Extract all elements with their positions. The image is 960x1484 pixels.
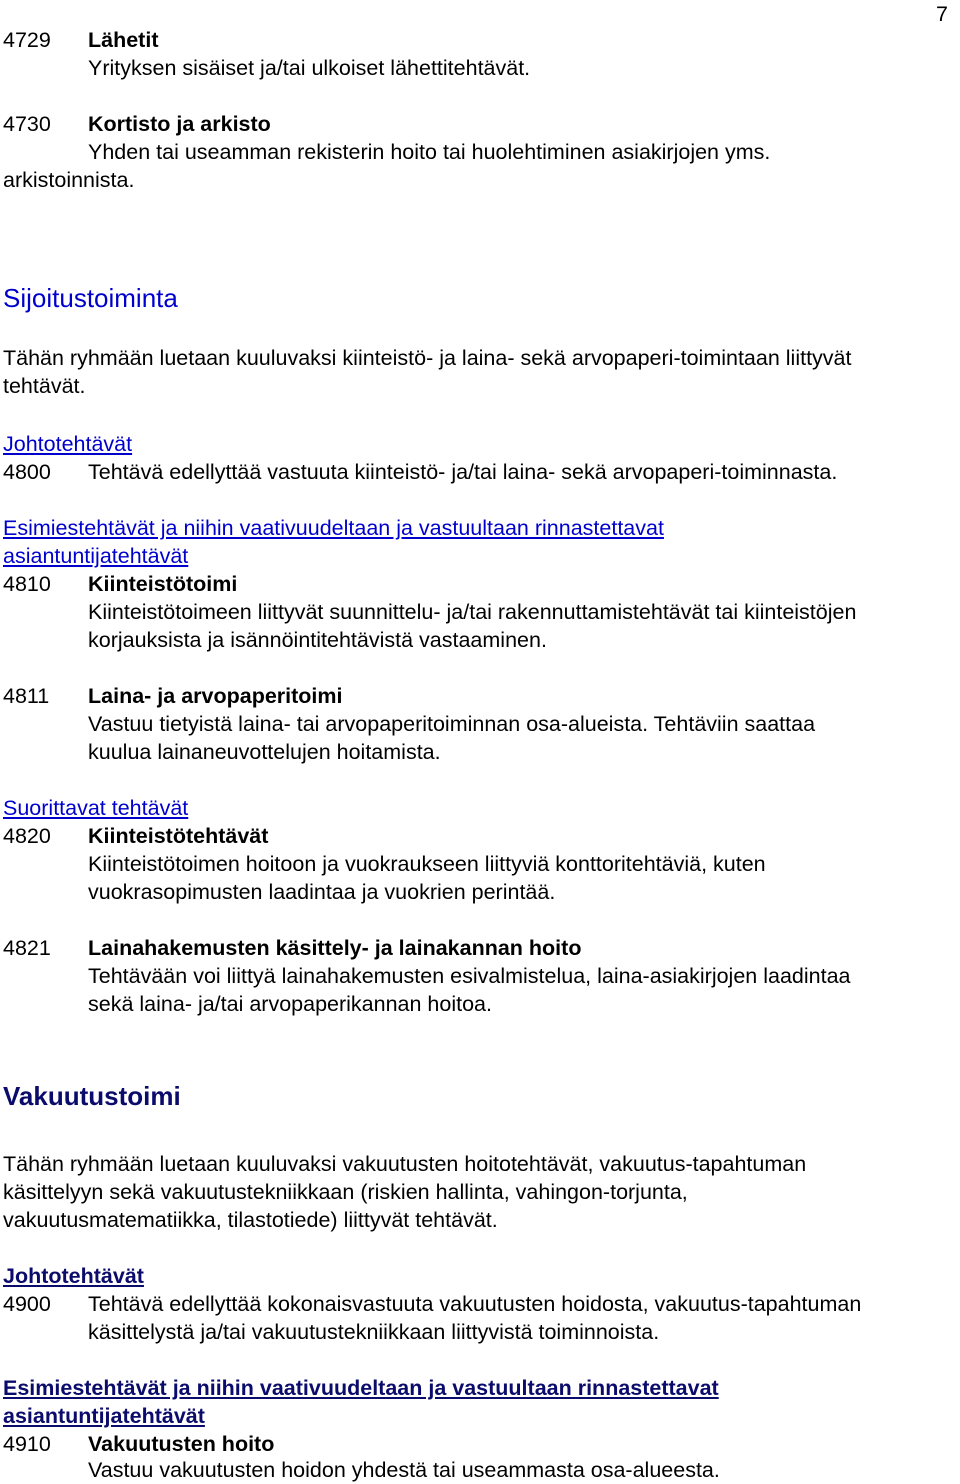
entry-title: Kiinteistötehtävät: [88, 824, 269, 848]
entry-code: 4910: [3, 1432, 51, 1456]
entry-title: Lainahakemusten käsittely- ja lainakannan hoito: [88, 936, 582, 960]
entry-description: Yhden tai useamman rekisterin hoito tai huolehtiminen asiakirjojen yms.: [88, 140, 771, 164]
subheading-esimiestehtavat: Esimiestehtävät ja niihin vaativuudeltaan ja vastuultaan rinnastettavat: [3, 516, 664, 540]
subheading-esimiestehtavat: Esimiestehtävät ja niihin vaativuudeltaan ja vastuultaan rinnastettavat: [3, 1376, 719, 1400]
entry-code: 4800: [3, 460, 51, 484]
entry-description: Vastuu tietyistä laina- tai arvopaperitoiminnan osa-alueista. Tehtäviin saattaa: [88, 712, 816, 736]
section-title-vakuutustoimi: Vakuutustoimi: [3, 1081, 181, 1111]
entry-description-cont: arkistoinnista.: [3, 168, 135, 192]
entry-description: Tehtävään voi liittyä lainahakemusten esivalmistelua, laina-asiakirjojen laadintaa: [88, 964, 851, 988]
entry-code: 4821: [3, 936, 51, 960]
section-title-sijoitustoiminta: Sijoitustoiminta: [3, 283, 178, 313]
entry-code: 4811: [3, 684, 50, 708]
entry-code: 4900: [3, 1292, 51, 1316]
entry-description: käsittelystä ja/tai vakuutustekniikkaan liittyvistä toiminnoista.: [88, 1320, 660, 1344]
entry-description: vuokrasopimusten laadintaa ja vuokrien perintää.: [88, 880, 556, 904]
section-intro-line: vakuutusmatematiikka, tilastotiede) liittyvät tehtävät.: [3, 1208, 498, 1232]
entry-description: Kiinteistötoimeen liittyvät suunnittelu- ja/tai rakennuttamistehtävät tai kiinteistöjen: [88, 600, 857, 624]
entry-description: kuulua lainaneuvottelujen hoitamista.: [88, 740, 441, 764]
subheading-esimiestehtavat-cont: asiantuntijatehtävät: [3, 544, 189, 568]
entry-code: 4810: [3, 572, 51, 596]
entry-description: Vastuu vakuutusten hoidon yhdestä tai useammasta osa-alueesta.: [88, 1458, 720, 1482]
subheading-johtotehtavat: Johtotehtävät: [3, 1264, 144, 1288]
entry-description: Kiinteistötoimen hoitoon ja vuokraukseen liittyviä konttoritehtäviä, kuten: [88, 852, 766, 876]
entry-code: 4729: [3, 28, 51, 52]
section-intro-line: Tähän ryhmään luetaan kuuluvaksi vakuutusten hoitotehtävät, vakuutus-tapahtuman: [3, 1152, 807, 1176]
entry-title: Vakuutusten hoito: [88, 1432, 275, 1456]
entry-description: sekä laina- ja/tai arvopaperikannan hoitoa.: [88, 992, 492, 1016]
subheading-suorittavat: Suorittavat tehtävät: [3, 796, 189, 820]
entry-description: Tehtävä edellyttää kokonaisvastuuta vakuutusten hoidosta, vakuutus-tapahtuman: [88, 1292, 862, 1316]
entry-description: korjauksista ja isännöintitehtävistä vastaaminen.: [88, 628, 547, 652]
entry-title: Kortisto ja arkisto: [88, 112, 271, 136]
entry-description: Tehtävä edellyttää vastuuta kiinteistö- ja/tai laina- sekä arvopaperi-toiminnasta.: [88, 460, 838, 484]
entry-title: Kiinteistötoimi: [88, 572, 238, 596]
entry-description: Yrityksen sisäiset ja/tai ulkoiset lähettitehtävät.: [88, 56, 531, 80]
entry-code: 4730: [3, 112, 51, 136]
page-number: 7: [936, 2, 948, 26]
section-intro-line: Tähän ryhmään luetaan kuuluvaksi kiinteistö- ja laina- sekä arvopaperi-toimintaan liittyvät: [3, 346, 852, 370]
subheading-johtotehtavat: Johtotehtävät: [3, 432, 133, 456]
section-intro-line: käsittelyyn sekä vakuutustekniikkaan (riskien hallinta, vahingon-torjunta,: [3, 1180, 688, 1204]
entry-title: Lähetit: [88, 28, 159, 52]
entry-code: 4820: [3, 824, 51, 848]
subheading-esimiestehtavat-cont: asiantuntijatehtävät: [3, 1404, 205, 1428]
section-intro-line: tehtävät.: [3, 374, 86, 398]
entry-title: Laina- ja arvopaperitoimi: [88, 684, 343, 708]
